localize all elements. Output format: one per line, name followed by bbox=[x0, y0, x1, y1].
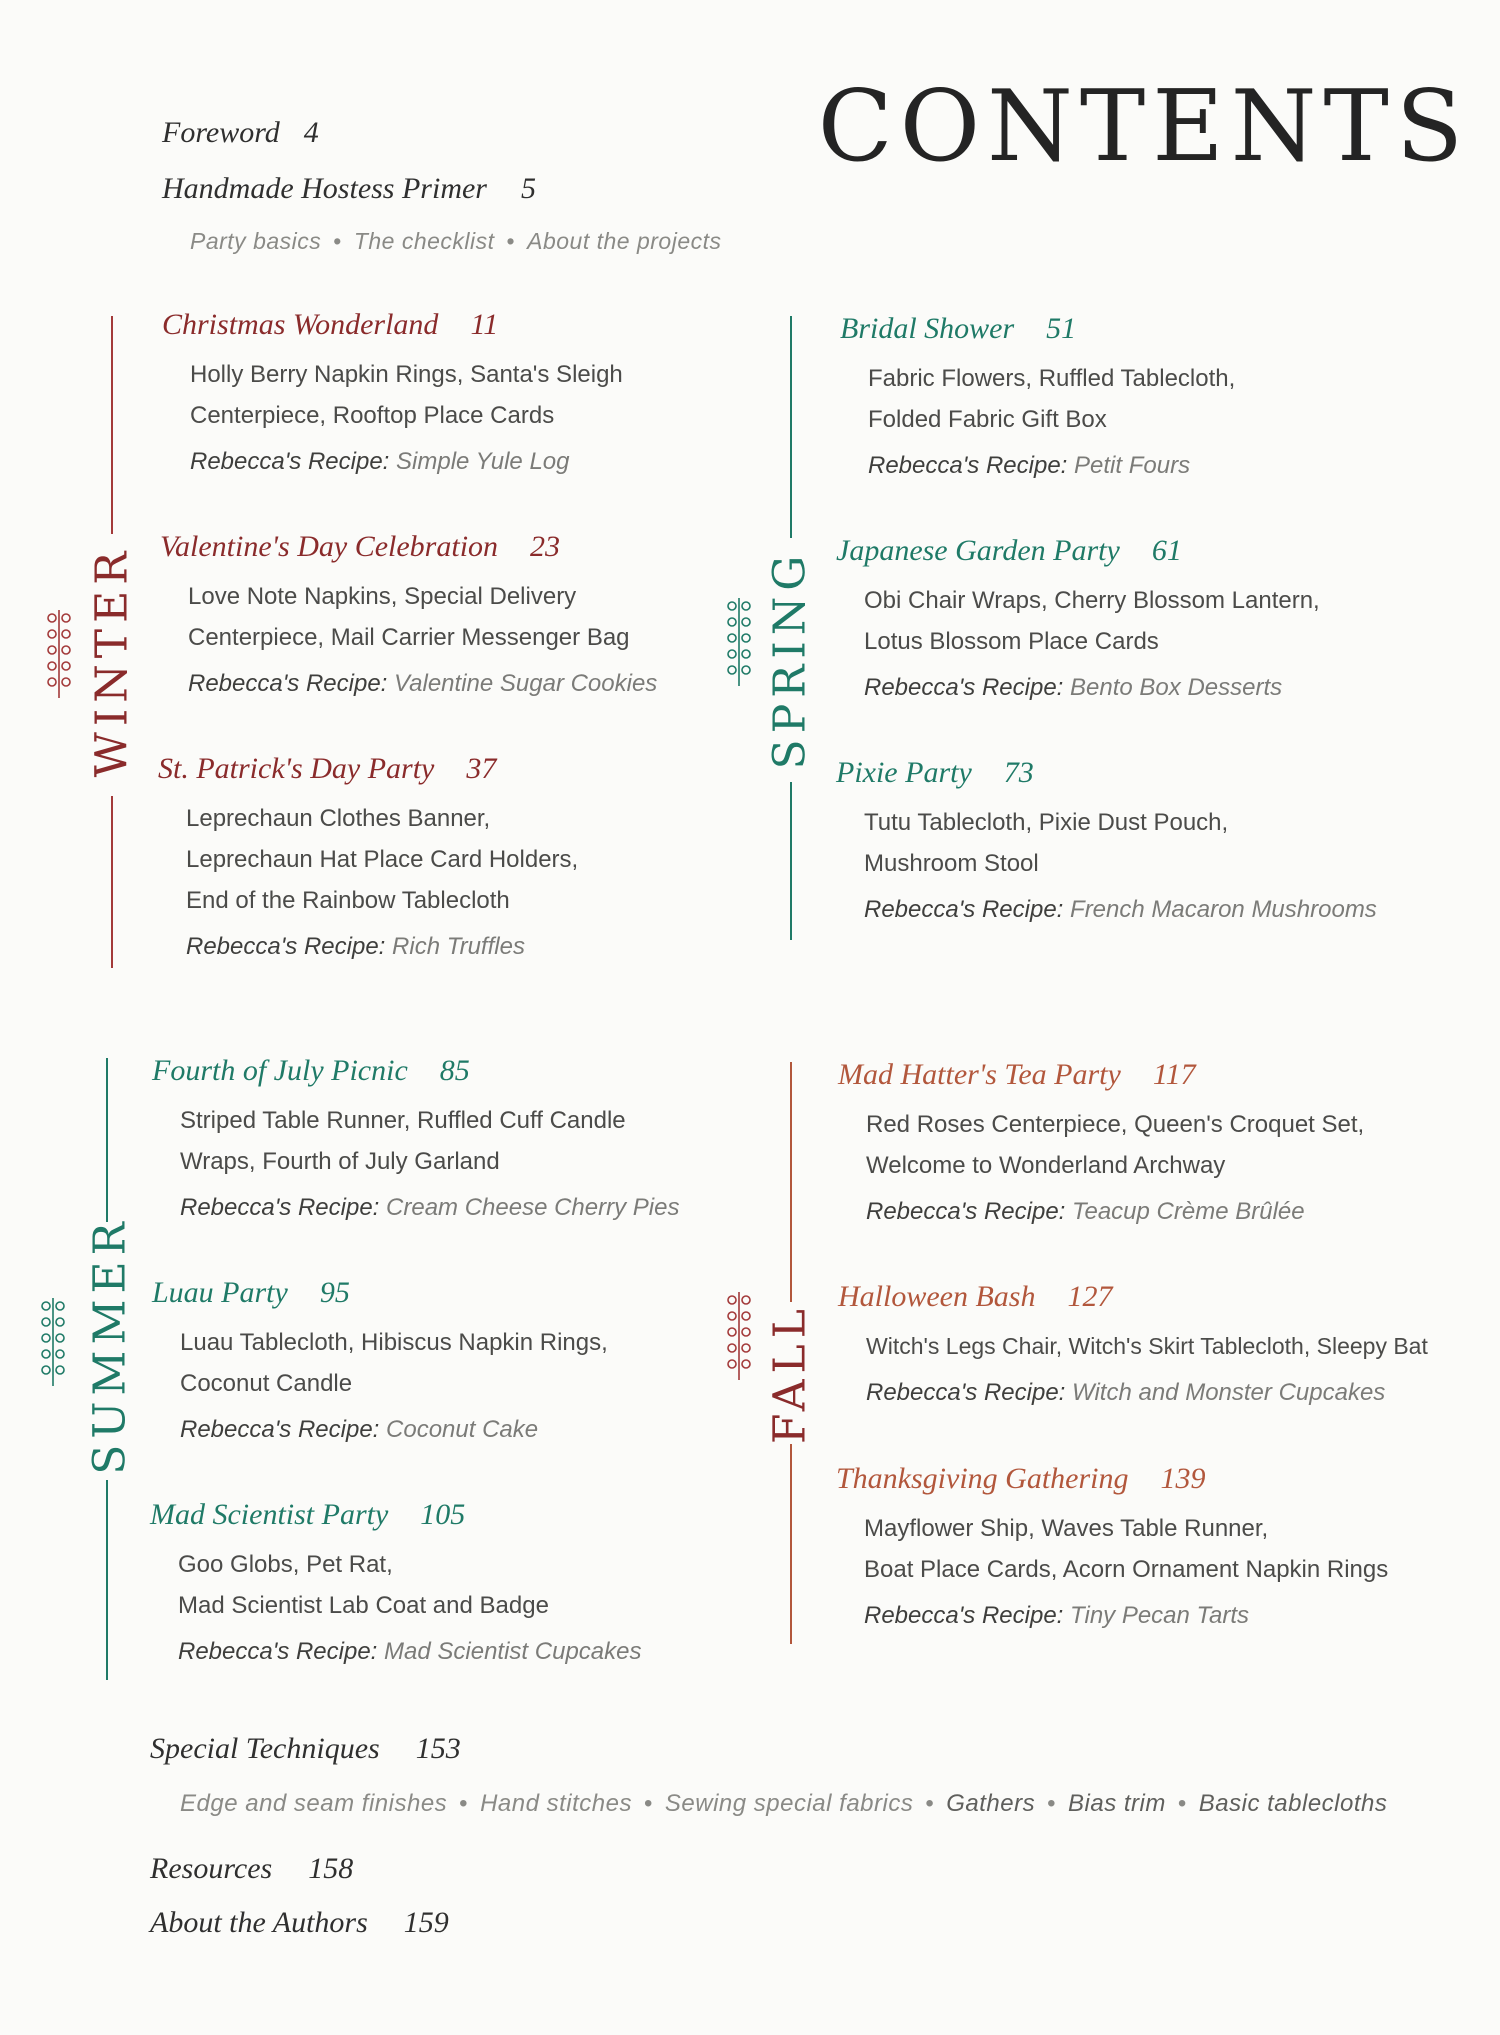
recipe-label: Rebecca's Recipe: bbox=[180, 1416, 380, 1443]
entry-page-number: 51 bbox=[1046, 312, 1077, 345]
project-line: Witch's Legs Chair, Witch's Skirt Tablecloth, Sleepy Bat bbox=[866, 1333, 1428, 1359]
topic: Hand stitches bbox=[480, 1790, 632, 1817]
entry-page-number: 139 bbox=[1160, 1462, 1206, 1495]
entry-projects bbox=[864, 1508, 1396, 1590]
project-line: Luau Tablecloth, Hibiscus Napkin Rings, bbox=[180, 1329, 608, 1356]
entry-mad-scientist-party[interactable] bbox=[150, 1498, 710, 1666]
recipe-label: Rebecca's Recipe: bbox=[866, 1198, 1066, 1225]
entry-recipe bbox=[180, 1194, 712, 1222]
project-line: Leprechaun Hat Place Card Holders, bbox=[186, 846, 579, 873]
project-line: Boat Place Cards, Acorn Ornament Napkin Rings bbox=[864, 1556, 1389, 1583]
entry-page-number: 61 bbox=[1151, 534, 1182, 567]
entry-projects bbox=[188, 576, 720, 658]
entry-page-number: 105 bbox=[420, 1498, 466, 1531]
entry-luau-party[interactable] bbox=[152, 1276, 712, 1444]
entry-title bbox=[160, 530, 720, 564]
topic: Edge and seam finishes bbox=[180, 1790, 448, 1817]
entry-page-number: 11 bbox=[470, 308, 499, 341]
season-label-winter: WINTER bbox=[86, 545, 138, 778]
vine-ornament-icon bbox=[724, 1290, 754, 1382]
vine-ornament-icon bbox=[38, 1296, 68, 1388]
entry-projects bbox=[866, 1104, 1398, 1186]
toc-page-number: 5 bbox=[520, 172, 536, 205]
season-label-fall: FALL bbox=[764, 1303, 816, 1444]
bullet-separator: • bbox=[333, 228, 342, 254]
project-line: Mushroom Stool bbox=[864, 850, 1039, 877]
toc-about-authors[interactable] bbox=[150, 1906, 449, 1940]
toc-page-number: 158 bbox=[308, 1852, 354, 1885]
entry-title-text: Pixie Party bbox=[836, 756, 972, 789]
recipe-name: Petit Fours bbox=[1074, 452, 1191, 479]
entry-recipe bbox=[864, 896, 1396, 924]
recipe-label: Rebecca's Recipe: bbox=[178, 1638, 378, 1665]
recipe-name: French Macaron Mushrooms bbox=[1070, 896, 1377, 923]
recipe-name: Teacup Crème Brûlée bbox=[1072, 1198, 1305, 1225]
entry-projects bbox=[190, 354, 722, 436]
project-line: Wraps, Fourth of July Garland bbox=[180, 1148, 500, 1175]
entry-title-text: Christmas Wonderland bbox=[162, 308, 439, 341]
project-line: End of the Rainbow Tablecloth bbox=[186, 887, 510, 914]
entry-halloween-bash[interactable] bbox=[838, 1280, 1428, 1407]
project-line: Red Roses Centerpiece, Queen's Croquet Set, bbox=[866, 1111, 1365, 1138]
entry-projects bbox=[864, 802, 1396, 884]
recipe-name: Cream Cheese Cherry Pies bbox=[386, 1194, 680, 1221]
bullet-separator: • bbox=[1047, 1790, 1057, 1817]
entry-title-text: Mad Hatter's Tea Party bbox=[838, 1058, 1121, 1091]
spring-rule-bottom bbox=[790, 782, 792, 940]
entry-page-number: 95 bbox=[319, 1276, 350, 1309]
primer-topics bbox=[190, 228, 722, 255]
entry-recipe bbox=[180, 1416, 712, 1444]
topic: Sewing special fabrics bbox=[664, 1790, 914, 1817]
entry-projects bbox=[178, 1544, 710, 1626]
entry-title bbox=[836, 1462, 1396, 1496]
bullet-separator: • bbox=[643, 1790, 653, 1817]
entry-recipe bbox=[866, 1379, 1398, 1407]
entry-recipe bbox=[190, 448, 722, 476]
entry-title bbox=[152, 1276, 712, 1310]
recipe-label: Rebecca's Recipe: bbox=[186, 933, 386, 960]
toc-resources[interactable] bbox=[150, 1852, 353, 1886]
spring-rule-top bbox=[790, 316, 792, 538]
entry-title bbox=[152, 1054, 712, 1088]
project-line: Goo Globs, Pet Rat, bbox=[178, 1551, 393, 1578]
entry-christmas-wonderland[interactable] bbox=[162, 308, 722, 476]
entry-title bbox=[150, 1498, 710, 1532]
technique-topics bbox=[180, 1790, 1387, 1818]
bullet-separator: • bbox=[1177, 1790, 1187, 1817]
project-line: Holly Berry Napkin Rings, Santa's Sleigh bbox=[190, 361, 623, 388]
recipe-name: Witch and Monster Cupcakes bbox=[1072, 1379, 1386, 1406]
entry-recipe bbox=[178, 1638, 710, 1666]
entry-recipe bbox=[868, 452, 1400, 480]
entry-title bbox=[838, 1058, 1398, 1092]
entry-title bbox=[836, 756, 1396, 790]
topic: Basic tablecloths bbox=[1198, 1790, 1388, 1817]
vine-ornament-icon bbox=[44, 608, 74, 700]
season-label-summer: SUMMER bbox=[84, 1216, 136, 1475]
bullet-separator: • bbox=[925, 1790, 935, 1817]
project-line: Mad Scientist Lab Coat and Badge bbox=[178, 1592, 549, 1619]
entry-projects bbox=[868, 358, 1400, 440]
entry-title-text: Fourth of July Picnic bbox=[152, 1054, 408, 1087]
project-line: Fabric Flowers, Ruffled Tablecloth, bbox=[868, 365, 1236, 392]
toc-special-techniques[interactable] bbox=[150, 1732, 461, 1766]
toc-label: Special Techniques bbox=[150, 1732, 380, 1765]
toc-page-number: 153 bbox=[415, 1732, 461, 1765]
entry-projects bbox=[866, 1326, 1428, 1367]
winter-rule-bottom bbox=[111, 796, 113, 968]
project-line: Centerpiece, Mail Carrier Messenger Bag bbox=[188, 624, 630, 651]
recipe-label: Rebecca's Recipe: bbox=[190, 448, 390, 475]
entry-title bbox=[838, 1280, 1398, 1314]
recipe-label: Rebecca's Recipe: bbox=[864, 896, 1064, 923]
entry-page-number: 37 bbox=[466, 752, 497, 785]
entry-bridal-shower[interactable] bbox=[840, 312, 1400, 480]
project-line: Welcome to Wonderland Archway bbox=[866, 1152, 1226, 1179]
entry-recipe bbox=[188, 670, 720, 698]
page-title: CONTENTS bbox=[817, 70, 1470, 184]
entry-mad-hatters-tea-party[interactable] bbox=[838, 1058, 1398, 1226]
project-line: Striped Table Runner, Ruffled Cuff Candle bbox=[180, 1107, 626, 1134]
entry-fourth-of-july[interactable] bbox=[152, 1054, 712, 1222]
recipe-name: Coconut Cake bbox=[386, 1416, 539, 1443]
recipe-label: Rebecca's Recipe: bbox=[180, 1194, 380, 1221]
entry-title-text: Mad Scientist Party bbox=[150, 1498, 389, 1531]
bullet-separator: • bbox=[459, 1790, 469, 1817]
topic: Gathers bbox=[946, 1790, 1036, 1817]
toc-primer[interactable] bbox=[162, 172, 536, 206]
topic: About the projects bbox=[527, 228, 722, 254]
toc-label: Handmade Hostess Primer bbox=[162, 172, 487, 205]
recipe-label: Rebecca's Recipe: bbox=[864, 1602, 1064, 1629]
entry-projects bbox=[864, 580, 1396, 662]
entry-recipe bbox=[186, 933, 718, 961]
project-line: Mayflower Ship, Waves Table Runner, bbox=[864, 1515, 1269, 1542]
topic: Bias trim bbox=[1068, 1790, 1166, 1817]
entry-title bbox=[836, 534, 1396, 568]
recipe-name: Tiny Pecan Tarts bbox=[1070, 1602, 1250, 1629]
entry-page-number: 127 bbox=[1067, 1280, 1113, 1313]
entry-recipe bbox=[866, 1198, 1398, 1226]
entry-title-text: Japanese Garden Party bbox=[836, 534, 1120, 567]
toc-page-number: 4 bbox=[303, 116, 319, 149]
entry-pixie-party[interactable] bbox=[836, 756, 1396, 924]
entry-projects bbox=[180, 1322, 712, 1404]
project-line: Obi Chair Wraps, Cherry Blossom Lantern, bbox=[864, 587, 1320, 614]
recipe-name: Simple Yule Log bbox=[396, 448, 570, 475]
entry-page-number: 23 bbox=[530, 530, 561, 563]
toc-label: Foreword bbox=[162, 116, 280, 149]
entry-page-number: 85 bbox=[439, 1054, 470, 1087]
season-label-spring: SPRING bbox=[764, 549, 816, 770]
recipe-name: Mad Scientist Cupcakes bbox=[384, 1638, 642, 1665]
recipe-name: Rich Truffles bbox=[392, 933, 525, 960]
entry-title-text: Luau Party bbox=[152, 1276, 288, 1309]
project-line: Folded Fabric Gift Box bbox=[868, 406, 1107, 433]
entry-title bbox=[840, 312, 1400, 346]
toc-label: Resources bbox=[150, 1852, 273, 1885]
entry-title-text: Halloween Bash bbox=[838, 1280, 1036, 1313]
entry-recipe bbox=[864, 674, 1396, 702]
entry-projects bbox=[186, 798, 718, 921]
entry-japanese-garden-party[interactable] bbox=[836, 534, 1396, 702]
winter-rule-top bbox=[111, 316, 113, 534]
recipe-label: Rebecca's Recipe: bbox=[868, 452, 1068, 479]
entry-projects bbox=[180, 1100, 712, 1182]
project-line: Leprechaun Clothes Banner, bbox=[186, 805, 491, 832]
recipe-name: Valentine Sugar Cookies bbox=[394, 670, 658, 697]
recipe-label: Rebecca's Recipe: bbox=[866, 1379, 1066, 1406]
topic: Party basics bbox=[190, 228, 322, 254]
entry-thanksgiving-gathering[interactable] bbox=[836, 1462, 1396, 1630]
project-line: Centerpiece, Rooftop Place Cards bbox=[190, 402, 555, 429]
project-line: Tutu Tablecloth, Pixie Dust Pouch, bbox=[864, 809, 1229, 836]
project-line: Love Note Napkins, Special Delivery bbox=[188, 583, 577, 610]
recipe-label: Rebecca's Recipe: bbox=[188, 670, 388, 697]
toc-page-number: 159 bbox=[403, 1906, 449, 1939]
bullet-separator: • bbox=[506, 228, 516, 254]
topic: The checklist bbox=[353, 228, 495, 254]
project-line: Coconut Candle bbox=[180, 1370, 353, 1397]
entry-recipe bbox=[864, 1602, 1396, 1630]
entry-st-patricks-day[interactable] bbox=[158, 752, 718, 961]
entry-title bbox=[162, 308, 722, 342]
entry-title-text: Bridal Shower bbox=[840, 312, 1015, 345]
vine-ornament-icon bbox=[724, 596, 754, 688]
toc-label: About the Authors bbox=[150, 1906, 368, 1939]
recipe-label: Rebecca's Recipe: bbox=[864, 674, 1064, 701]
entry-title-text: Thanksgiving Gathering bbox=[836, 1462, 1129, 1495]
entry-page-number: 73 bbox=[1003, 756, 1034, 789]
project-line: Lotus Blossom Place Cards bbox=[864, 628, 1159, 655]
entry-title bbox=[158, 752, 718, 786]
entry-valentines-day[interactable] bbox=[160, 530, 720, 698]
entry-page-number: 117 bbox=[1152, 1058, 1196, 1091]
entry-title-text: Valentine's Day Celebration bbox=[160, 530, 499, 563]
recipe-name: Bento Box Desserts bbox=[1070, 674, 1283, 701]
entry-title-text: St. Patrick's Day Party bbox=[158, 752, 435, 785]
toc-foreword[interactable] bbox=[162, 116, 319, 150]
